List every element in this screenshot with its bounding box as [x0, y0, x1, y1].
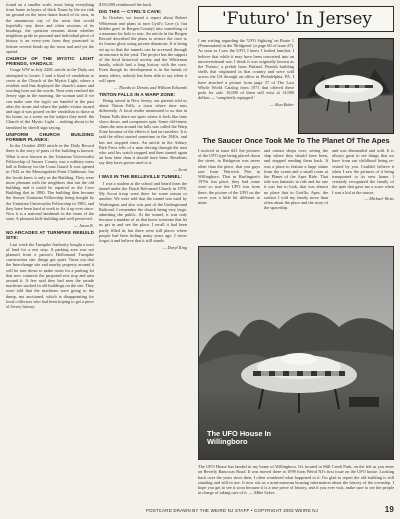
- section-heading: CHURCH OF THE MYSTIC LIGHT FRIENDS, VANDALS:: [6, 56, 94, 67]
- paragraph: In the October 2000 article in the Daily Record there is the story of parts of the building is known. What is now known as the Unitarian Universalist Fellowship of Sussex County was a military mess hall at Rahway for the Coast Guard. It was opened in 1942 as the Monongahela Point Clubhouse, but the locals knew it only as the Building. They were more pleasant with the neighbors that ran the old building and it could be repaired as the Cove Building that in 1980. The building then became the Sussex Unitarian Fellowship being bought by the Unitarian Universalist Fellowship in 1985, and they have been hard at work to fix it up ever since. Now it is a national landmark in the stone of the state. A pleasant little building and well preserved.: [6, 143, 94, 222]
- section-heading: TINTON FALLS IN A WARP ZONE:: [99, 91, 176, 97]
- photo-caption-text: [198, 464, 394, 502]
- byline: — Alan Baker: [269, 102, 294, 108]
- column-middle: [99, 2, 187, 500]
- paragraph: I noticed in issue #21 the pictures of the UFO type being placed down the street, in Bridgeton was never other than the place, that you guys saw from Warwick Pier in Willingboro. That in Burlington's 1970s fun place, they had some were so sure the UFO was from there, the picture of the UFO on the cover was a little bit different to mine.: [198, 148, 260, 206]
- byline: — Michael Weiss: [364, 196, 394, 202]
- section-heading: NO ARCADES AT TURNPIKE REBUILD SITE:: [6, 230, 94, 241]
- ufo-house-photo: [198, 246, 394, 460]
- byline: — Jason K.: [74, 222, 94, 228]
- article-body-column: [198, 148, 260, 242]
- page-footer: [6, 505, 394, 515]
- footer-credit: POSTCARD DRAWN BY THE WEIRD NJ STAFF • COPYRIGHT 2003 WEIRD NJ: [146, 508, 319, 513]
- paragraph: Usage WW in July 2200, article in the Daily not attempted to locate. I said a kind of vandalism to cover at the Church of the Mystic Light, where a resident said that displayed the church's name and wording bore out the words. Next ones reached the Jersey sign in the morning, the woman said if we can make sure the sign's are handed in the past after the storm and where the public-visitor turned and sign it was posted on the vandalism to those at his home, so a scene on the subject they need: the Church of the Mystic Light ... nothing about to be tarnished by sheriff sign saying.: [6, 67, 94, 130]
- section-heading-large: The Saucer Once Took Me To The Planet Of The Apes: [202, 136, 390, 145]
- paragraph: The UFO House has landed in my home of Willingboro. It's located in Mill Creek Park, on the left as you enter on Beverly Rancocas Road. It was moved there in 1999 from Weird NJ's first issue on the UFO house. Looking back over the years since then, I often wondered what happened to it. I'm glad to report the old building is still standing and still in use. It now sits as a mini-museum housing information about the history of the township. I hope you get to see it soon because it is a true piece of history, and if you ever visit, make sure to see the people in charge of taking care of it. — Mike Sykes: [198, 464, 394, 496]
- article-body-column: [264, 148, 328, 242]
- article-title: 'Futuro' In Jersey: [221, 9, 373, 29]
- futuro-house-photo: [298, 38, 394, 134]
- paragraph: $150,000 reimbursed the back.: [99, 2, 153, 7]
- section-heading: I WAS IN THE BELLEVILLE TUNNEL:: [99, 174, 183, 180]
- paragraph: Last week the Turnpike Authority bought a tract of land for a rest stop. A parking area was not planned from a patron's Hollomand Turnpike construction site, things got quiet. Turns out that the Interchange site and nearby property around it will be torn down to make room for a parking lot that now connects the proposed rest stop and area around it. A few said they had seen the arcade machines stacked in old buildings on the site. They were told that the machines were going to the dump, not auctioned, which is disappointing for local collectors who had been hoping to get a piece of Jersey history.: [6, 241, 94, 309]
- paragraph: I was a student at the school and heard from the tunnel under the Dutch Reformed Church in 1970. My Scout troop went there for some reason or another. We were told that the tunnel was used by Washington and also was part of the Underground Railroad. I remember the church being very large, admitting the public. At the tunnel, it was only because a number of us that knew someone that let us get in and see the place. I recall it had been partly filled in, but there were still places where people had been hiding many years ago. I never forgot it and believe that it still stands.: [99, 180, 187, 243]
- section-heading: DIG THIS — CYRIL'S CAVE:: [99, 9, 162, 15]
- paragraph: I am writing regarding the 'UFO Sighting' on Route 1 (Pennsauken) in the 'Bridgeton' (a page 60 of issue #7). As soon as I saw the UFO, I knew I looked familiar. I believe that while it may have been converted into an unconventional use, I think it was originally known as the 'Futuro,' a prefab from Finland. Finnish building shells that originated in that country and were sold across the US through an office in Philadelphia, PA. I have attached a picture from page 37 of The Lost Whole World Catalog from 1971 that offered these pods for sale. 10,000 of them still exist at 14,900 dollars — 'completely equipped.': [198, 38, 294, 101]
- paragraph: and was dismantled and sold. It is always great to see things that we have from our childhood being re-visited by you. Couldn't believe it when I saw the pictures of it being transported to its new home. I certainly recognized the family of the apes that gave me a scare when I was a kid at the saucer.: [332, 148, 394, 195]
- page-number: 19: [384, 505, 394, 514]
- photo-caption-overlay: The UFO House In Willingboro: [207, 429, 272, 447]
- paragraph: and cannot shops over, seeing the ship where they should have been, and stopped sending them back. It was a place to feature a large statue from the ocean and a small room at the Planet of the Apes Ride. That ride was fantastic to ride and for one it was fun to look, that was almost no place that in Gorilla, Apes, the surface I told my family more than often about the place and the story of the spaceship.: [264, 148, 328, 211]
- article-body-column: [332, 148, 394, 242]
- futuro-house-image: [299, 39, 394, 134]
- byline: — Scott: [173, 167, 187, 173]
- paragraph: Being raised in New Jersey, our parents told us about Tinton Falls, a town where time runs differently. A local reader mentioned to us that in Tinton Falls there are spots where it feels like time slows down, and compasses spin. Some old-timers claim the area around the falls was called the Warp Zone because of the effects it had on travelers. It is said the effect started sometime in the 1940s, and has not stopped since. An article in the Asbury Park Press tells of a man driving through the area who said his watch stopped and then started again an hour later than it should have been. Residents say they have grown used to it.: [99, 98, 187, 166]
- column-left: [6, 2, 94, 500]
- article-intro: [198, 38, 294, 134]
- section-heading: UNIFORM CHURCH BUILDING FORMER PLANKS:: [6, 131, 94, 143]
- byline: — Thanks to Dennis and William Edwards: [113, 84, 187, 90]
- paragraph: found on a smaller scale, most bring everything from home in layers of thick Xmas by the ice rink on ground on the most dance board of its own, in the unanimous city of the town that would hopefully stay there and often sessions of its headings. the question remains about whether neighbors pride in personal and individual piece of history is an every-year from they promised to feature several heads up the town and and yet the spread.: [6, 2, 94, 54]
- article-title-box: [198, 6, 394, 32]
- byline: — Daryl King: [162, 244, 187, 250]
- paragraph: In October, we found a report about Robert Whiteman and plans to turn Cyril's Cave (a 'fun hidden gem' in Bergen County) into something of a museum for kids to tour. An article in the Bergen Record described the plans to restore the cave to its former glory using private donations. It is being set up so that the tunnels can be accessed through an entrance in the yard. The project has the support of the local historical society and the Whiteman family, which had a long history with the cave. Even though its development is in the hands of many others, nobody has been able to say when it will open.: [99, 15, 187, 83]
